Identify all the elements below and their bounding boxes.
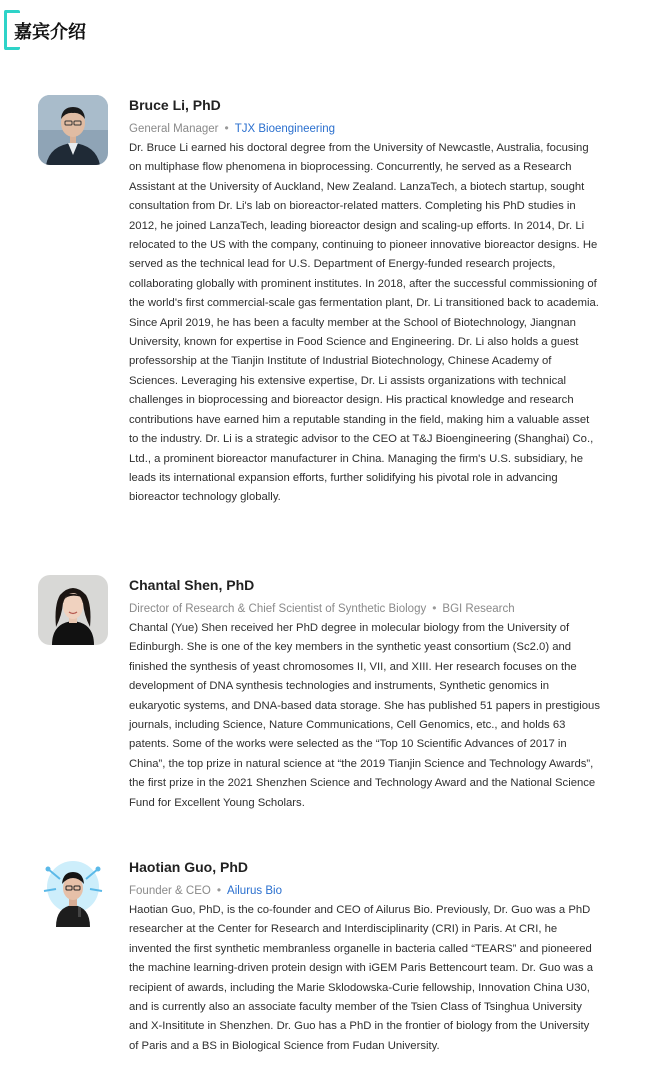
section-header	[4, 10, 204, 50]
bruce-li-photo-icon	[38, 95, 108, 165]
avatar	[38, 857, 108, 927]
speaker-organization-link[interactable]: TJX Bioengineering	[234, 123, 336, 135]
speaker-name: Haotian Guo, PhD	[129, 859, 248, 875]
speaker-name: Bruce Li, PhD	[129, 97, 221, 113]
haotian-guo-photo-icon	[38, 857, 108, 927]
speaker-organization-link[interactable]: Ailurus Bio	[227, 885, 282, 897]
speaker-name: Chantal Shen, PhD	[129, 577, 255, 593]
speaker-bio: Dr. Bruce Li earned his doctoral degree from the University of Newcastle, Australia, focusing on multiphase flow phenomena in bioprocessing. Concurrently, he served as a Research Assistant at the University of Auckland, New Zealand. LanzaTech, a biotech startup, sought consultation from Dr. Li's lab on bioreactor-related matters. Completing his PhD studies in 2012, he joined LanzaTech, leading bioreactor design and scaling-up efforts. In 2014, Dr. Li relocated to the US with the company, continuing to pioneer innovative bioreactor designs. He served as the technical lead for U.S. Department of Energy-funded research projects, collaborating globally with prominent institutes. In 2018, after the successful commissioning of the world's first commercial-scale gas fermentation plant, Dr. Li transitioned back to academia. Since April 2019, he has been a faculty member at the School of Biotechnology, Jiangnan University, known for expertise in Food Science and Engineering. Dr. Li also holds a guest professorship at the Tianjin Institute of Industrial Biotechnology, Chinese Academy of Sciences. Leveraging his extensive expertise, Dr. Li assists organizations with technical challenges in bioprocessing and bioreactor design. His practical knowledge and research contributions have earned him a reputable standing in the field, making him a valuable asset to the industry. Dr. Li is a strategic advisor to the CEO at T&J Bioengineering (Shanghai) Co., Ltd., a prominent bioreactor manufacturer in China. Managing the firm's U.S. subsidiary, he leads its international expansion efforts, further solidifying his pivotal role in advancing bioreactor technology globally.	[129, 142, 599, 504]
separator-dot-icon: •	[432, 601, 437, 615]
chantal-shen-photo-icon	[38, 575, 108, 645]
avatar	[38, 95, 108, 165]
separator-dot-icon: •	[224, 121, 229, 135]
speaker-organization: BGI Research	[442, 603, 515, 615]
avatar	[38, 575, 108, 645]
role-line	[129, 120, 601, 136]
role-line	[129, 882, 601, 898]
speaker-role: Founder & CEO	[129, 885, 211, 897]
separator-dot-icon: •	[216, 883, 222, 897]
speaker-bio: Haotian Guo, PhD, is the co-founder and CEO of Ailurus Bio. Previously, Dr. Guo was a PhD researcher at the Center for Research and Interdisciplinarity (CRI) in Paris. At CRI, he invented the first synthetic membranless organelle in bacteria called “TEARS” and pioneered the machine learning-driven protein design with iGEM Paris Bettencourt team. Dr. Guo was a recipient of awards, including the Marie Sklodowska-Curie fellowship, Innovation China U30, and is currently also an associate faculty member of the Tsien Class of Tsinghua University and X-Insititute in Shenzhen. Dr. Guo has a PhD in the frontier of biology from the University of Paris and a BS in Biological Science from Fudan University.	[129, 904, 594, 1052]
speaker-role: General Manager	[129, 123, 219, 135]
role-line	[129, 600, 601, 616]
speaker-bio: Chantal (Yue) Shen received her PhD degree in molecular biology from the University of Edinburgh. She is one of the key members in the synthetic yeast consortium (Sc2.0) and finished the synthesis of yeast chromosomes II, VII, and XIII. Her research focuses on the development of DNA synthesis technologies and instruments, Synthetic genomics in eukaryotic systems, and DNA-based data storage. She has published 51 papers in prestigious journals, including Science, Nature Communications, Cell Genomics, etc., and holds 63 patents. Some of the works were selected as the “Top 10 Scientific Advances of 2017 in China”, the top prize in natural science at “the 2019 Tianjin Science and Technology Awards”, the first prize in the 2021 Shenzhen Science and Technology Award and the National Science Fund for Excellent Young Scholars.	[129, 622, 600, 809]
speaker-role: Director of Research & Chief Scientist of Synthetic Biology	[129, 603, 427, 615]
section-title: 嘉宾介绍	[14, 22, 86, 43]
